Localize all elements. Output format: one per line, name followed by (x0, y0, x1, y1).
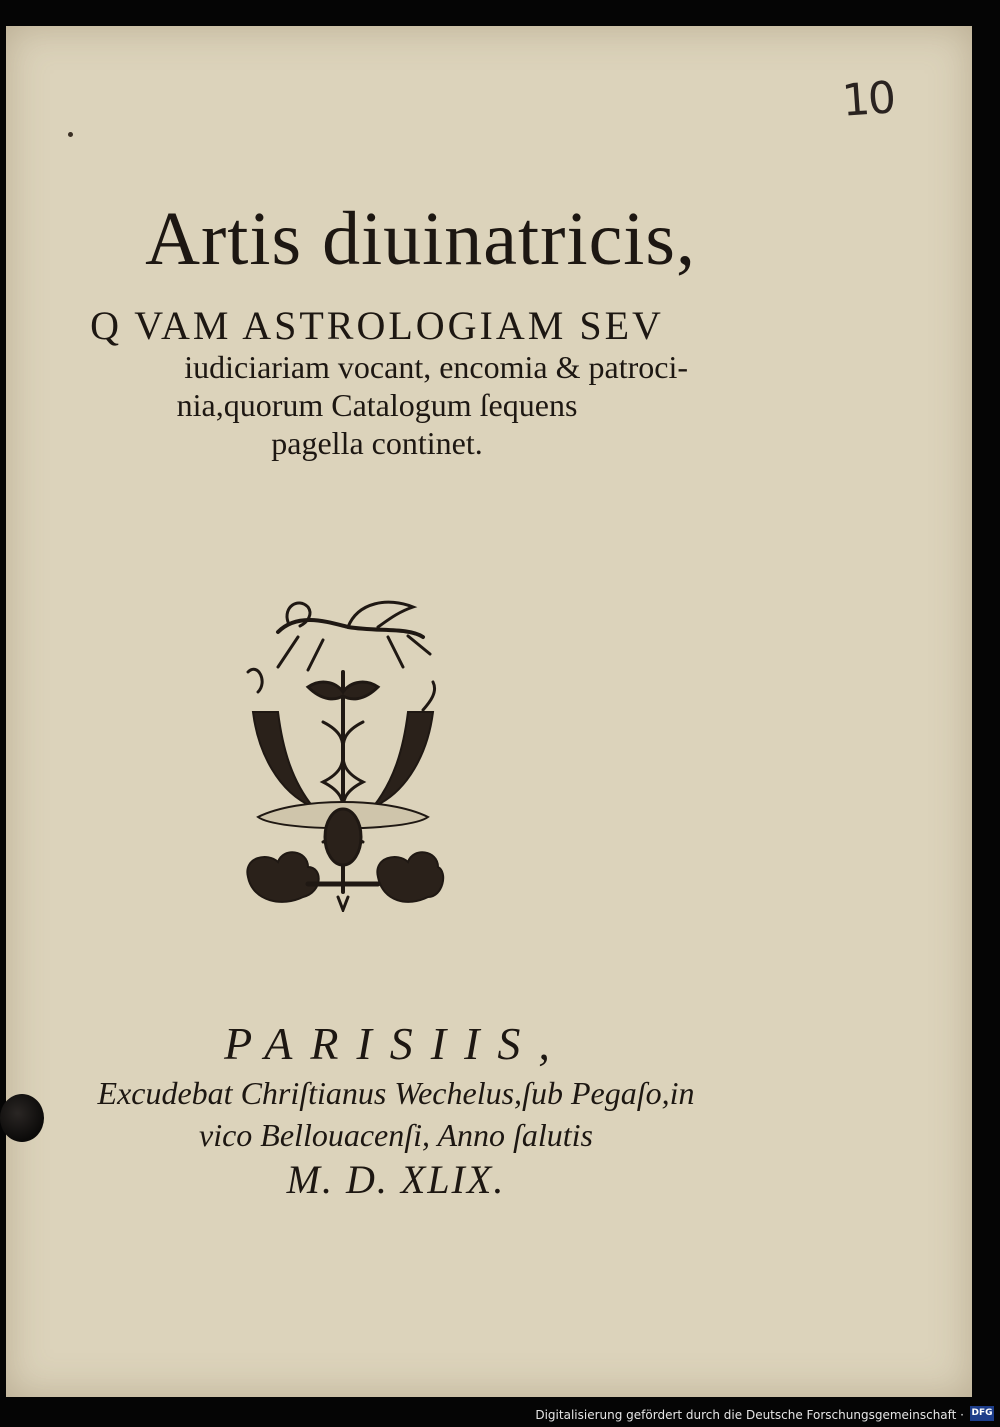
ink-dot (68, 132, 73, 137)
footer-bar (0, 1397, 1000, 1427)
imprint-city: PARISIIS, (224, 1018, 568, 1069)
subtitle-line: iudiciariam vocant, encomia & patroci- (184, 349, 688, 385)
subtitle-line: pagella continet. (271, 425, 483, 461)
subtitle-block (66, 304, 688, 462)
binding-hole (0, 1094, 44, 1142)
page-title: Artis diuinatricis, (145, 197, 696, 281)
imprint-printer-line: Excudebat Chriſtianus Wechelus,ſub Pegaſo,in (97, 1075, 695, 1111)
subtitle-line: nia,quorum Catalogum ſequens (176, 387, 578, 423)
handwritten-page-number: 10 (840, 72, 896, 127)
dfg-logo-icon: DFG (970, 1406, 994, 1421)
funding-attribution: Digitalisierung gefördert durch die Deutsche Forschungsgemeinschaft · (535, 1408, 964, 1422)
imprint-year: M. D. XLIX. (286, 1157, 506, 1202)
book-page (6, 26, 972, 1397)
imprint-block (86, 1016, 706, 1204)
printer-device-emblem (238, 592, 448, 912)
subtitle-caps: Q VAM ASTROLOGIAM SEV (90, 303, 664, 348)
imprint-address-line: vico Bellouacenſi, Anno ſalutis (199, 1117, 593, 1153)
